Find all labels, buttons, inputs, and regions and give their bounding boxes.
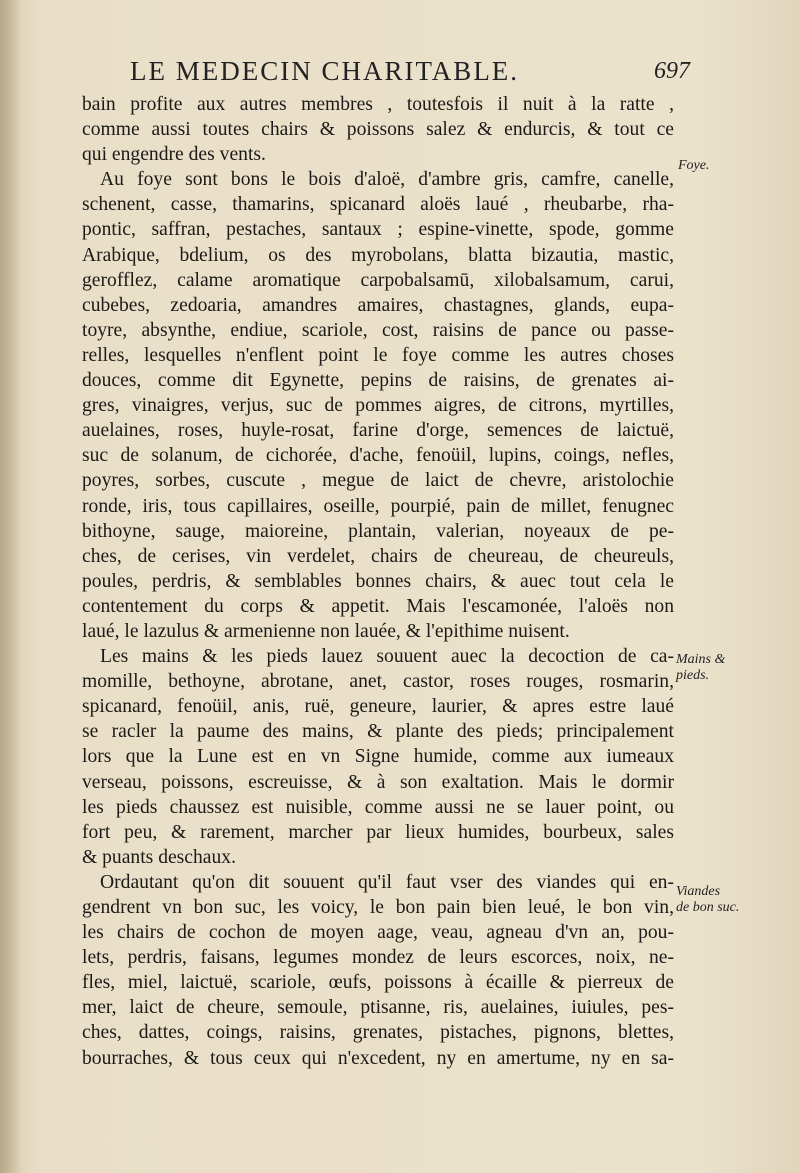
margin-note-foye: Foye.	[678, 158, 710, 173]
margin-note-viandes-line1: Viandes	[676, 884, 721, 899]
text-line: spicanard, fenoüil, anis, ruë, geneure, laurier, & apres estre laué	[82, 696, 674, 718]
text-line: douces, comme dit Egynette, pepins de raisins, de grenates ai-	[82, 370, 674, 392]
page-header	[130, 56, 690, 96]
body-text	[82, 92, 674, 1071]
text-line: Arabique, bdelium, os des myrobolans, blatta bizautia, mastic,	[82, 244, 674, 266]
text-line: ches, dattes, coings, raisins, grenates, pistaches, pignons, blettes,	[82, 1022, 674, 1044]
text-line: bain profite aux autres membres , toutesfois il nuit à la ratte ,	[82, 94, 674, 115]
text-line: cubebes, zedoaria, amandres amaires, chastagnes, glands, eupa-	[82, 294, 674, 316]
text-line: mer, laict de cheure, semoule, ptisanne, ris, auelaines, iuiules, pes-	[82, 997, 674, 1019]
text-line: lets, perdris, faisans, legumes mondez de leurs escorces, noix, ne-	[82, 947, 674, 969]
text-line: fort peu, & rarement, marcher par lieux humides, bourbeux, sales	[82, 821, 674, 843]
text-line: schenent, casse, thamarins, spicanard aloës laué , rheubarbe, rha-	[82, 194, 674, 216]
text-line: momille, bethoyne, abrotane, anet, castor, roses rouges, rosmarin,	[82, 671, 674, 693]
margin-note-mains-line1: Mains &	[676, 652, 726, 667]
margin-note-mains	[676, 652, 725, 684]
text-line: Les mains & les pieds lauez souuent auec la decoction de ca-	[100, 646, 674, 668]
text-line: les pieds chaussez est nuisible, comme aussi ne se lauer point, ou	[82, 796, 674, 818]
margin-note-viandes-line2: de bon suc.	[676, 900, 740, 915]
text-line: toyre, absynthe, endiue, scariole, cost, raisins de pance ou passe-	[82, 319, 674, 341]
margin-note-mains-line2: pieds.	[676, 668, 710, 683]
text-line: pontic, saffran, pestaches, santaux ; espine-vinette, spode, gomme	[82, 219, 674, 241]
text-line: laué, le lazulus & armenienne non lauée, & l'epithime nuisent.	[82, 620, 570, 642]
running-title: LE MEDECIN CHARITABLE.	[130, 56, 520, 86]
text-line: Au foye sont bons le bois d'aloë, d'ambre gris, camfre, canelle,	[100, 169, 674, 191]
text-line: contentement du corps & appetit. Mais l'escamonée, l'aloës non	[82, 595, 674, 617]
gutter-shadow	[0, 0, 22, 1173]
text-line: & puants deschaux.	[82, 846, 236, 868]
text-line: lors que la Lune est en vn Signe humide, comme aux iumeaux	[82, 746, 674, 768]
text-line: verseau, poissons, escreuisse, & à son exaltation. Mais le dormir	[82, 771, 674, 793]
text-line: poules, perdris, & semblables bonnes chairs, & auec tout cela le	[82, 570, 674, 592]
text-line: bourraches, & tous ceux qui n'excedent, ny en amertume, ny en sa-	[82, 1047, 674, 1069]
text-line: gendrent vn bon suc, les voicy, le bon pain bien leué, le bon vin,	[82, 897, 674, 918]
text-line: auelaines, roses, huyle-rosat, farine d'orge, semences de laictuë,	[82, 420, 674, 442]
text-line: fles, miel, laictuë, scariole, œufs, poissons à écaille & pierreux de	[82, 972, 674, 994]
margin-note-viandes	[676, 884, 739, 916]
text-line: gres, vinaigres, verjus, suc de pommes aigres, de citrons, myrtilles,	[82, 395, 674, 417]
text-line: poyres, sorbes, cuscute , megue de laict de chevre, aristolochie	[82, 470, 674, 492]
text-line: comme aussi toutes chairs & poissons salez & endurcis, & tout ce	[82, 119, 674, 141]
text-line: qui engendre des vents.	[82, 144, 266, 166]
text-line: bithoyne, sauge, maioreine, plantain, valerian, noyeaux de pe-	[82, 520, 674, 542]
text-line: se racler la paume des mains, & plante des pieds; principalement	[82, 721, 674, 743]
text-line: gerofflez, calame aromatique carpobalsamū, xilobalsamum, carui,	[82, 269, 674, 291]
text-line: relles, lesquelles n'enflent point le foye comme les autres choses	[82, 344, 674, 366]
text-line: suc de solanum, de cichorée, d'ache, fenoüil, lupins, coings, nefles,	[82, 445, 674, 467]
page-number: 697	[654, 58, 690, 84]
text-line: les chairs de cochon de moyen aage, veau, agneau d'vn an, pou-	[82, 922, 674, 944]
text-line: Ordautant qu'on dit souuent qu'il faut vser des viandes qui en-	[100, 871, 674, 893]
text-line: ches, de cerises, vin verdelet, chairs de cheureau, de cheureuls,	[82, 545, 674, 567]
text-line: ronde, iris, tous capillaires, oseille, pourpié, pain de millet, fenugnec	[82, 495, 674, 517]
